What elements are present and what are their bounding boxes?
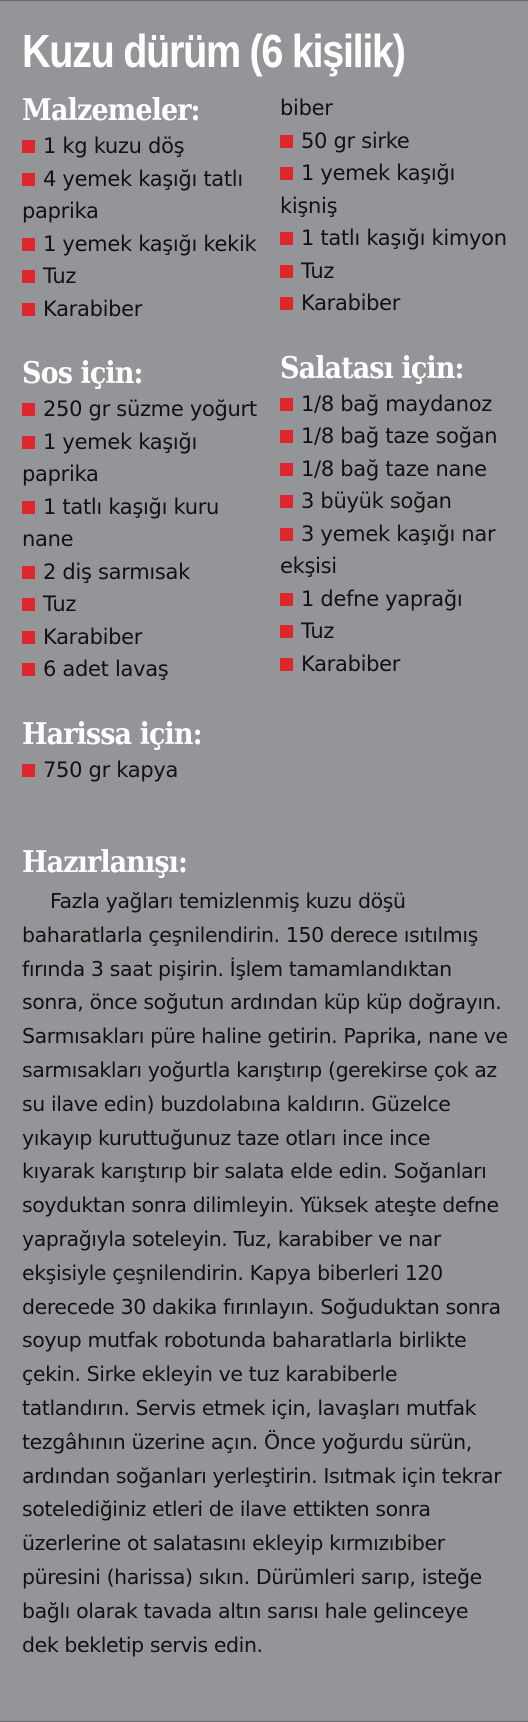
bullet-icon (280, 297, 293, 310)
list-item: 1 yemek kaşığı paprika (22, 429, 197, 486)
list-item: 50 gr sirke (280, 125, 515, 158)
list-item: Tuz (280, 255, 515, 288)
list-item: 2 diş sarmısak (22, 556, 267, 589)
harissa-heading: Harissa için: (22, 716, 202, 752)
list-item: Tuz (280, 615, 515, 648)
list-item: 4 yemek kaşığı tatlı paprika (22, 166, 243, 223)
right-column (280, 92, 515, 680)
bullet-icon (280, 265, 293, 278)
list-item: Karabiber (22, 621, 267, 654)
list-item: 1 tatlı kaşığı kimyon (280, 222, 515, 255)
bullet-icon (280, 495, 293, 508)
list-item: Karabiber (22, 293, 267, 326)
bullet-icon (22, 764, 35, 777)
list-item: Tuz (22, 588, 267, 621)
list-item: 1 kg kuzu döş (22, 130, 267, 163)
bullet-icon (280, 625, 293, 638)
sauce-heading: Sos için: (22, 356, 143, 391)
bullet-icon (22, 436, 35, 449)
bullet-icon (280, 463, 293, 476)
ingredients-heading: Malzemeler: (22, 93, 200, 128)
salad-list (280, 388, 515, 681)
bullet-icon (22, 303, 35, 316)
list-item: 250 gr süzme yoğurt (22, 393, 267, 426)
bullet-icon (22, 403, 35, 416)
list-item: 1 defne yaprağı (280, 583, 515, 616)
left-column (22, 92, 267, 786)
bullet-icon (22, 598, 35, 611)
list-item: 3 büyük soğan (280, 485, 515, 518)
bullet-icon (280, 167, 293, 180)
recipe-title: Kuzu dürüm (6 kişilik) (22, 25, 405, 77)
preparation-heading: Hazırlanışı: (22, 845, 188, 880)
list-item: 1 tatlı kaşığı kuru nane (22, 494, 220, 551)
preparation-text: Fazla yağları temizlenmiş kuzu döşü baharatlarla çeşnilendirin. 150 derece ısıtılmış fırında 3 saat pişirin. İşlem tamamlandıktan sonra, önce soğutun ardından küp küp doğrayın. Sarmısakları püre haline getirin. Paprika, nane ve sarmısakları yoğurtla karıştırıp (gerekirse çok az su ilave edin) buzdolabına kaldırın. Güzelce yıkayıp kuruttuğunuz taze otları ince ince kıyarak karıştırıp bir salata elde edin. Soğanları soyduktan sonra dilimleyin. Yüksek ateşte defne yaprağıyla soteleyin. Tuz, karabiber ve nar ekşisiyle çeşnilendirin. Kapya biberleri 120 derecede 30 dakika fırınlayın. Soğuduktan sonra soyup mutfak robotunda baharatlarla birlikte çekin. Sirke ekleyin ve tuz karabiberle tatlandırın. Servis etmek için, lavaşları mutfak tezgâhının üzerine açın. Önce yoğurdu sürün, ardından soğanları yerleştirin. Isıtmak için tekrar sotelediğiniz etleri de ilave ettikten sonra üzerlerine ot salatasını ekleyip kırmızıbiber püresini (harissa) sıkın. Dürümleri sarıp, isteğe bağlı olarak tavada altın sarısı hale gelinceye dek bekletip servis edin. (22, 889, 508, 1657)
list-item: 3 yemek kaşığı nar ekşisi (280, 521, 496, 578)
harissa-list (22, 754, 267, 787)
list-item: 6 adet lavaş (22, 653, 267, 686)
bullet-icon (280, 232, 293, 245)
list-item: 1/8 bağ taze soğan (280, 420, 515, 453)
bullet-icon (22, 566, 35, 579)
salad-heading: Salatası için: (280, 350, 464, 386)
bullet-icon (280, 528, 293, 541)
bullet-icon (280, 135, 293, 148)
bullet-icon (280, 593, 293, 606)
harissa-list-continued (280, 92, 515, 320)
bullet-icon (22, 501, 35, 514)
ingredients-list (22, 130, 267, 325)
bullet-icon (22, 270, 35, 283)
bullet-icon (280, 430, 293, 443)
list-item: 1 yemek kaşığı kekik (22, 228, 267, 261)
list-item: Karabiber (280, 287, 515, 320)
list-item: Tuz (22, 260, 267, 293)
bullet-icon (22, 663, 35, 676)
bullet-icon (22, 631, 35, 644)
bullet-icon (280, 398, 293, 411)
list-item: 750 gr kapya (22, 754, 267, 787)
list-item: 1/8 bağ taze nane (280, 453, 515, 486)
list-item-continued: biber (280, 96, 333, 120)
list-item: Karabiber (280, 648, 515, 681)
sauce-list (22, 393, 267, 686)
list-item: 1/8 bağ maydanoz (280, 388, 515, 421)
top-rule (0, 0, 528, 1)
bullet-icon (280, 658, 293, 671)
bullet-icon (22, 140, 35, 153)
bullet-icon (22, 238, 35, 251)
bullet-icon (22, 173, 35, 186)
list-item: 1 yemek kaşığı kişniş (280, 161, 455, 218)
